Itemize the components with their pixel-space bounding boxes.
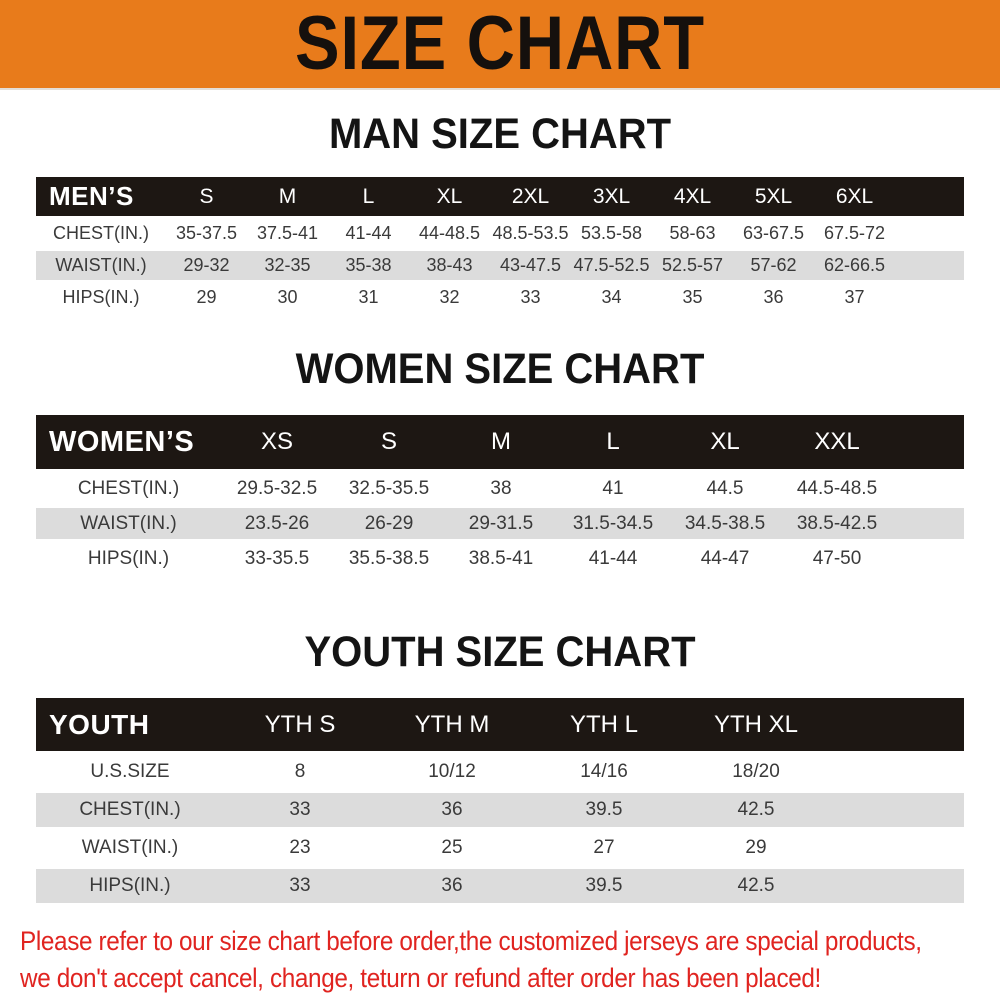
value-cell: 41-44 — [328, 219, 409, 248]
size-header-cell: XS — [221, 415, 333, 469]
value-cell: 57-62 — [733, 251, 814, 280]
size-header-cell: 6XL — [814, 177, 895, 216]
table-row — [36, 831, 964, 865]
spacer-cell — [832, 869, 964, 903]
row-label-cell: CHEST(IN.) — [36, 473, 221, 504]
row-label-cell: WAIST(IN.) — [36, 251, 166, 280]
value-cell: 42.5 — [680, 869, 832, 903]
value-cell: 23 — [224, 831, 376, 865]
value-cell: 36 — [376, 793, 528, 827]
value-cell: 63-67.5 — [733, 219, 814, 248]
table-header-row — [36, 698, 964, 751]
value-cell: 44.5-48.5 — [781, 473, 893, 504]
value-cell: 8 — [224, 755, 376, 789]
row-label-cell: CHEST(IN.) — [36, 793, 224, 827]
value-cell: 32.5-35.5 — [333, 473, 445, 504]
disclaimer-line-2: we don't accept cancel, change, teturn or refund after order has been placed! — [20, 963, 821, 993]
row-label-cell: WAIST(IN.) — [36, 831, 224, 865]
spacer-cell — [895, 251, 964, 280]
value-cell: 38 — [445, 473, 557, 504]
size-header-cell: M — [247, 177, 328, 216]
value-cell: 35-37.5 — [166, 219, 247, 248]
men-size-table — [36, 174, 964, 315]
table-row — [36, 251, 964, 280]
value-cell: 38.5-42.5 — [781, 508, 893, 539]
value-cell: 27 — [528, 831, 680, 865]
table-row — [36, 508, 964, 539]
spacer-cell — [893, 508, 964, 539]
spacer-cell — [895, 177, 964, 216]
table-row — [36, 219, 964, 248]
table-row — [36, 283, 964, 312]
value-cell: 29-32 — [166, 251, 247, 280]
value-cell: 25 — [376, 831, 528, 865]
size-header-cell: YTH M — [376, 698, 528, 751]
size-header-cell: S — [166, 177, 247, 216]
value-cell: 34.5-38.5 — [669, 508, 781, 539]
value-cell: 39.5 — [528, 869, 680, 903]
row-label-cell: WAIST(IN.) — [36, 508, 221, 539]
youth-section-title: YOUTH SIZE CHART — [304, 628, 696, 676]
size-header-cell: XL — [669, 415, 781, 469]
size-header-cell: YTH L — [528, 698, 680, 751]
value-cell: 10/12 — [376, 755, 528, 789]
table-header-row — [36, 177, 964, 216]
row-label-cell: CHEST(IN.) — [36, 219, 166, 248]
value-cell: 39.5 — [528, 793, 680, 827]
value-cell: 31.5-34.5 — [557, 508, 669, 539]
spacer-cell — [893, 415, 964, 469]
table-row — [36, 543, 964, 574]
size-header-cell: YTH XL — [680, 698, 832, 751]
size-header-cell: XXL — [781, 415, 893, 469]
size-header-cell: S — [333, 415, 445, 469]
youth-size-section — [0, 578, 1000, 907]
value-cell: 62-66.5 — [814, 251, 895, 280]
value-cell: 29 — [680, 831, 832, 865]
size-header-cell: L — [557, 415, 669, 469]
value-cell: 33 — [490, 283, 571, 312]
spacer-cell — [893, 543, 964, 574]
value-cell: 38-43 — [409, 251, 490, 280]
value-cell: 35-38 — [328, 251, 409, 280]
spacer-cell — [895, 219, 964, 248]
table-header-row — [36, 415, 964, 469]
value-cell: 44.5 — [669, 473, 781, 504]
value-cell: 37.5-41 — [247, 219, 328, 248]
row-label-cell: HIPS(IN.) — [36, 283, 166, 312]
table-row — [36, 473, 964, 504]
value-cell: 29.5-32.5 — [221, 473, 333, 504]
table-name-cell: MEN’S — [36, 177, 166, 216]
value-cell: 32-35 — [247, 251, 328, 280]
value-cell: 33 — [224, 793, 376, 827]
value-cell: 52.5-57 — [652, 251, 733, 280]
value-cell: 67.5-72 — [814, 219, 895, 248]
table-row — [36, 793, 964, 827]
value-cell: 44-48.5 — [409, 219, 490, 248]
spacer-cell — [832, 698, 964, 751]
size-header-cell: M — [445, 415, 557, 469]
value-cell: 29-31.5 — [445, 508, 557, 539]
page-title: SIZE CHART — [294, 1, 706, 86]
value-cell: 31 — [328, 283, 409, 312]
table-name-cell: WOMEN’S — [36, 415, 221, 469]
row-label-cell: HIPS(IN.) — [36, 869, 224, 903]
table-row — [36, 869, 964, 903]
value-cell: 36 — [733, 283, 814, 312]
value-cell: 36 — [376, 869, 528, 903]
spacer-cell — [832, 831, 964, 865]
value-cell: 47-50 — [781, 543, 893, 574]
men-section-title: MAN SIZE CHART — [328, 110, 672, 158]
value-cell: 42.5 — [680, 793, 832, 827]
value-cell: 29 — [166, 283, 247, 312]
size-header-cell: 2XL — [490, 177, 571, 216]
value-cell: 44-47 — [669, 543, 781, 574]
size-header-cell: 4XL — [652, 177, 733, 216]
value-cell: 37 — [814, 283, 895, 312]
value-cell: 53.5-58 — [571, 219, 652, 248]
title-banner — [0, 0, 1000, 90]
table-name-cell: YOUTH — [36, 698, 224, 751]
spacer-cell — [832, 755, 964, 789]
value-cell: 32 — [409, 283, 490, 312]
value-cell: 33 — [224, 869, 376, 903]
size-header-cell: 3XL — [571, 177, 652, 216]
value-cell: 18/20 — [680, 755, 832, 789]
size-header-cell: L — [328, 177, 409, 216]
women-section-title: WOMEN SIZE CHART — [295, 345, 705, 393]
value-cell: 41-44 — [557, 543, 669, 574]
size-header-cell: YTH S — [224, 698, 376, 751]
value-cell: 23.5-26 — [221, 508, 333, 539]
value-cell: 30 — [247, 283, 328, 312]
men-size-section — [0, 90, 1000, 315]
value-cell: 47.5-52.5 — [571, 251, 652, 280]
youth-size-table — [36, 694, 964, 907]
value-cell: 41 — [557, 473, 669, 504]
row-label-cell: U.S.SIZE — [36, 755, 224, 789]
spacer-cell — [832, 793, 964, 827]
value-cell: 58-63 — [652, 219, 733, 248]
women-size-table — [36, 411, 964, 578]
spacer-cell — [895, 283, 964, 312]
disclaimer-line-1: Please refer to our size chart before order,the customized jerseys are special products, — [20, 926, 922, 956]
order-disclaimer — [20, 923, 922, 997]
table-row — [36, 755, 964, 789]
value-cell: 26-29 — [333, 508, 445, 539]
value-cell: 14/16 — [528, 755, 680, 789]
row-label-cell: HIPS(IN.) — [36, 543, 221, 574]
women-size-section — [0, 315, 1000, 578]
value-cell: 34 — [571, 283, 652, 312]
value-cell: 48.5-53.5 — [490, 219, 571, 248]
value-cell: 38.5-41 — [445, 543, 557, 574]
value-cell: 35.5-38.5 — [333, 543, 445, 574]
size-header-cell: 5XL — [733, 177, 814, 216]
size-header-cell: XL — [409, 177, 490, 216]
value-cell: 33-35.5 — [221, 543, 333, 574]
spacer-cell — [893, 473, 964, 504]
value-cell: 43-47.5 — [490, 251, 571, 280]
value-cell: 35 — [652, 283, 733, 312]
